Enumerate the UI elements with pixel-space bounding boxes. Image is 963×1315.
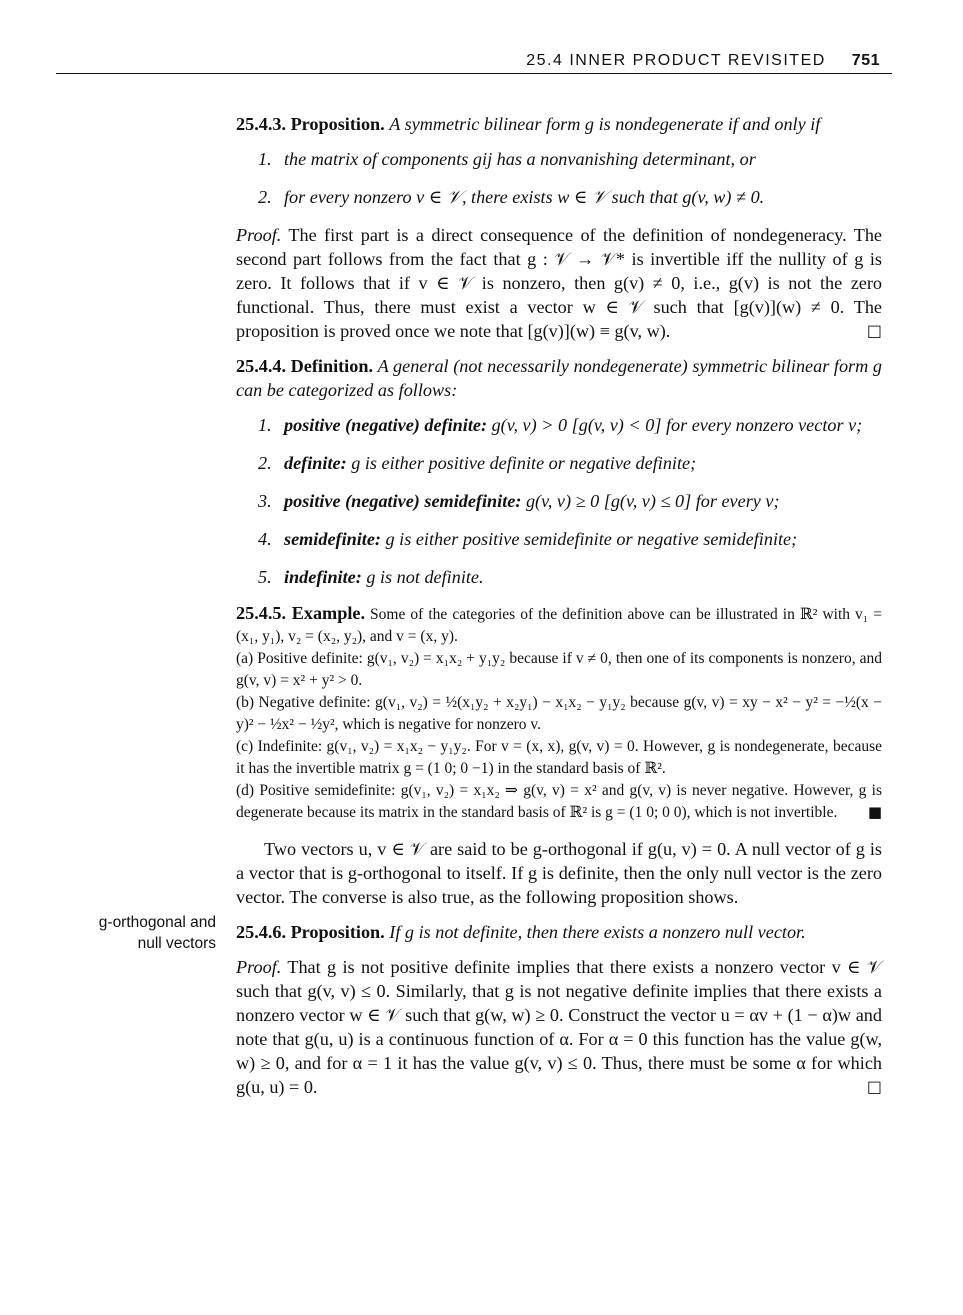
proposition-label: 25.4.3. Proposition.	[236, 114, 385, 134]
proposition-label: 25.4.6. Proposition.	[236, 922, 385, 942]
proposition-2543	[236, 112, 882, 136]
proof-2543	[236, 223, 882, 343]
proof-text: The first part is a direct consequence of the definition of nondegeneracy. The second part follows from the fact that g : 𝒱 → 𝒱* is invertible iff the nullity of g is zero. It follows that if v ∈ 𝒱 is nonzero, then g(v) ≠ 0, i.e., g(v) is not the zero functional. Thus, there must exist a vector w ∈ 𝒱 such that [g(v)](w) ≠ 0. The proposition is proved once we note that [g(v)](w) ≡ g(v, w).	[236, 225, 882, 341]
running-head	[0, 52, 880, 70]
header-rule	[56, 73, 892, 74]
proof-label: Proof.	[236, 225, 282, 245]
proof-label: Proof.	[236, 957, 282, 977]
list-item: 1. the matrix of components gij has a nonvanishing determinant, or	[258, 149, 756, 169]
qed-mark: □	[866, 321, 882, 340]
list-item: 4. semidefinite: g is either positive semidefinite or negative semidefinite;	[258, 529, 798, 549]
proposition-2546	[236, 920, 882, 944]
example-2545	[236, 603, 882, 823]
list-item: 2. for every nonzero v ∈ 𝒱, there exists w ∈ 𝒱 such that g(v, w) ≠ 0.	[258, 187, 765, 207]
example-case-a: (a) Positive definite: g(v₁, v₂) = x₁x₂ + y₁y₂ because if v ≠ 0, then one of its components is nonzero, and g(v, v) = x² + y² > 0.	[236, 650, 882, 689]
proof-2546	[236, 955, 882, 1099]
list-item: 3. positive (negative) semidefinite: g(v, v) ≥ 0 [g(v, v) ≤ 0] for every v;	[258, 491, 780, 511]
definition-categories	[236, 413, 882, 589]
qed-mark: □	[866, 1077, 882, 1096]
definition-label: 25.4.4. Definition.	[236, 356, 373, 376]
proposition-statement: A symmetric bilinear form g is nondegenerate if and only if	[389, 114, 821, 134]
margin-note	[50, 912, 216, 954]
margin-note-line1: g-orthogonal and	[98, 914, 216, 931]
definition-statement: A general (not necessarily nondegenerate) symmetric bilinear form g can be categorized as follows:	[236, 356, 882, 400]
proposition-conditions	[236, 147, 882, 209]
section-title: 25.4 INNER PRODUCT REVISITED	[526, 52, 826, 69]
list-item: 5. indefinite: g is not definite.	[258, 567, 484, 587]
example-intro: 25.4.5. Example. Some of the categories of the definition above can be illustrated in ℝ² with v₁ = (x₁, y₁), v₂ = (x₂, y₂), and v = (x, y).	[236, 603, 882, 645]
example-case-c: (c) Indefinite: g(v₁, v₂) = x₁x₂ − y₁y₂. For v = (x, x), g(v, v) = 0. However, g is nondegenerate, because it has the invertible matrix g = (1 0; 0 −1) in the standard basis of ℝ².	[236, 738, 882, 777]
definition-2544	[236, 354, 882, 402]
page-number: 751	[851, 52, 880, 69]
example-label: 25.4.5. Example.	[236, 603, 365, 623]
example-case-b: (b) Negative definite: g(v₁, v₂) = ½(x₁y₂ + x₂y₁) − x₁x₂ − y₁y₂ because g(v, v) = xy − x² − y² = −½(x − y)² − ½x² − ½y², which is negative for nonzero v.	[236, 694, 882, 733]
list-item: 2. definite: g is either positive definite or negative definite;	[258, 453, 697, 473]
margin-note-line2: null vectors	[137, 935, 216, 952]
example-case-d: (d) Positive semidefinite: g(v₁, v₂) = x₁x₂ ⇒ g(v, v) = x² and g(v, v) is never negative. However, g is degenerate because its matrix in the standard basis of ℝ² is g = (1 0; 0 0), which is not invertible. ■	[236, 780, 882, 823]
main-text	[236, 112, 882, 1110]
proposition-statement: If g is not definite, then there exists a nonzero null vector.	[389, 922, 806, 942]
end-of-example-mark: ■	[867, 802, 882, 821]
list-item: 1. positive (negative) definite: g(v, v) > 0 [g(v, v) < 0] for every nonzero vector v;	[258, 415, 863, 435]
null-vector-paragraph: Two vectors u, v ∈ 𝒱 are said to be g-orthogonal if g(u, v) = 0. A null vector of g is a vector that is g-orthogonal to itself. If g is definite, then the only null vector is the zero vector. The converse is also true, as the following proposition shows.	[236, 839, 882, 907]
proof-text: That g is not positive definite implies that there exists a nonzero vector v ∈ 𝒱 such that g(v, v) ≤ 0. Similarly, that g is not negative definite implies that there exists a nonzero vector w ∈ 𝒱 such that g(w, w) ≥ 0. Construct the vector u = αv + (1 − α)w and note that g(u, u) is a continuous function of α. For α = 0 this function has the value g(w, w) ≥ 0, and for α = 1 it has the value g(v, v) ≤ 0. Thus, there must be some α for which g(u, u) = 0.	[236, 957, 882, 1097]
